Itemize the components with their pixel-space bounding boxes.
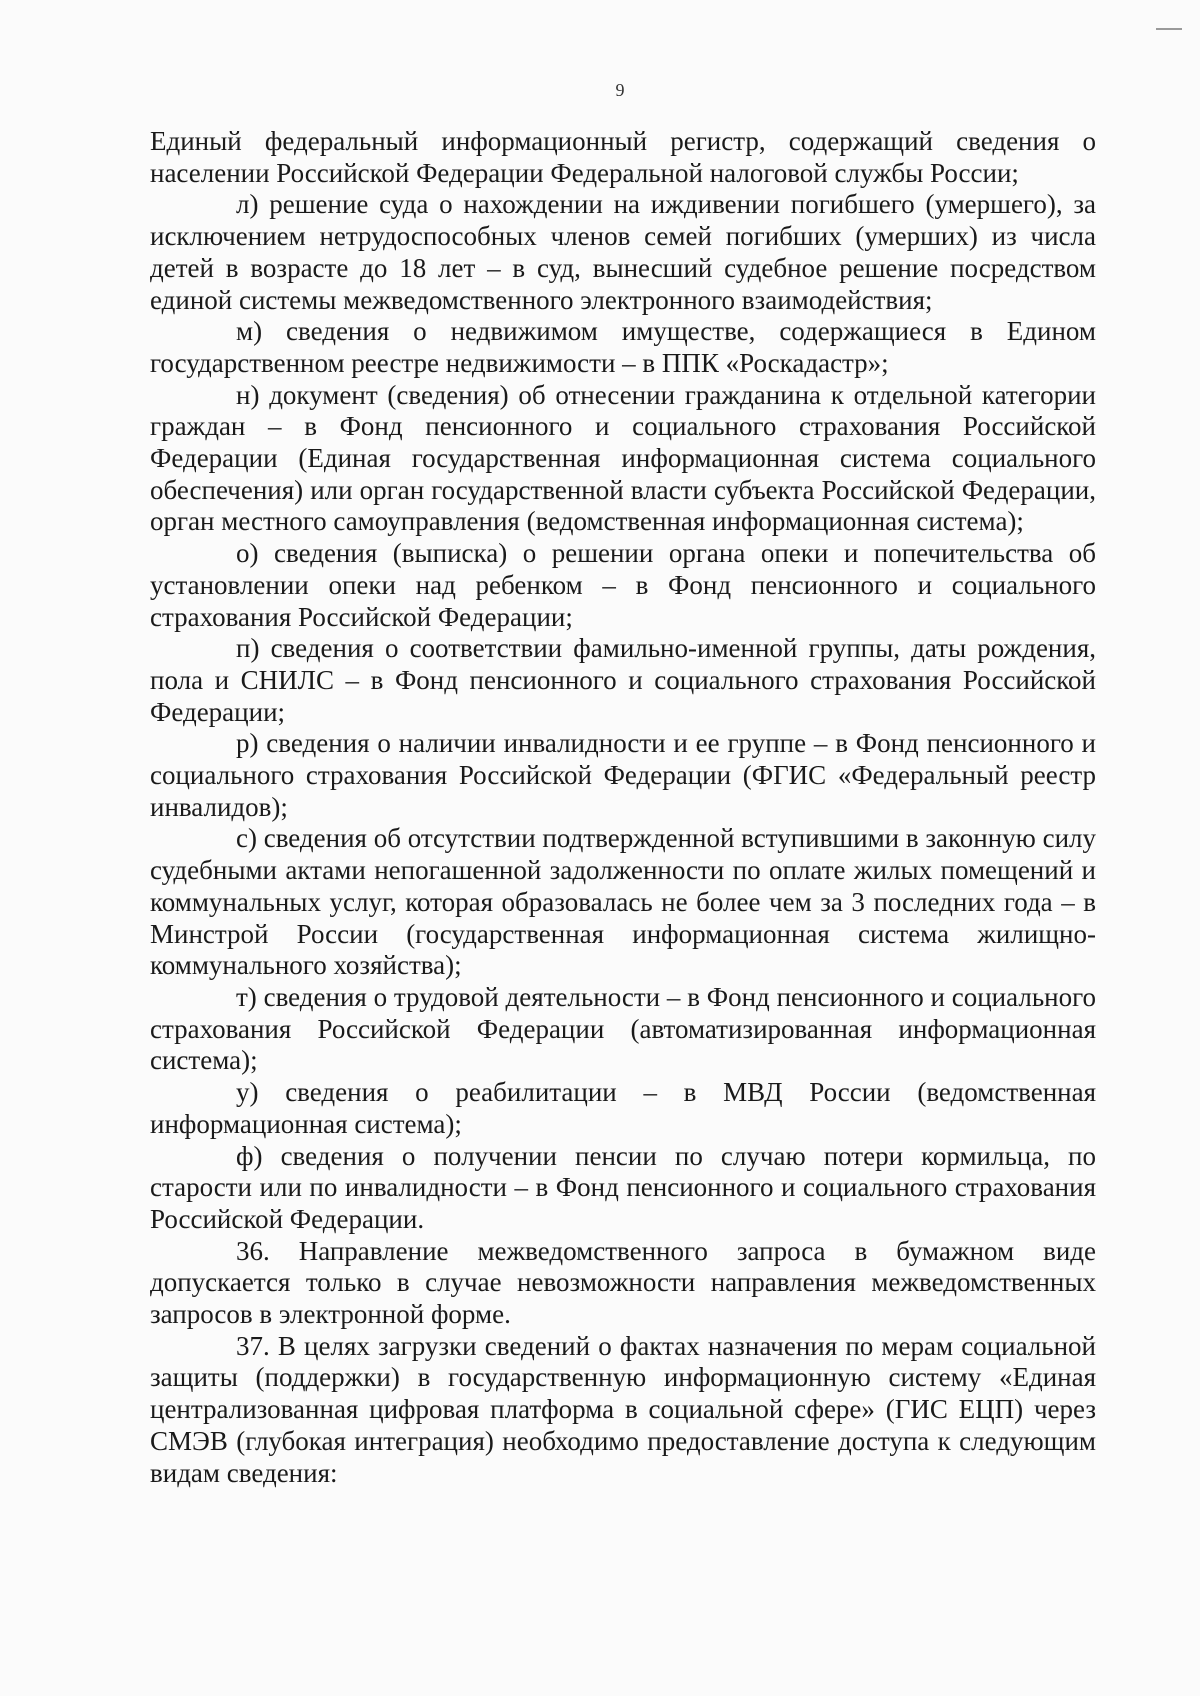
paragraph-36: 36. Направление межведомственного запроса в бумажном виде допускается только в случае невозможности направления межведомственных запросов в электронной форме. [150, 1235, 1096, 1330]
paragraph-item-p: п) сведения о соответствии фамильно-именной группы, даты рождения, пола и СНИЛС – в Фонд пенсионного и социального страхования Российской Федерации; [150, 633, 1096, 727]
paragraph-item-l: л) решение суда о нахождении на иждивении погибшего (умершего), за исключением нетрудоспособных членов семей погибших (умерших) из числа детей в возрасте до 18 лет – в суд, вынесший судебное решение посредством единой системы межведомственного электронного взаимодействия; [150, 189, 1096, 315]
document-body [150, 126, 1096, 1489]
paragraph-item-n: н) документ (сведения) об отнесении гражданина к отдельной категории граждан – в Фонд пенсионного и социального страхования Российской Федерации (Единая государственная информационная система социального обеспечения) или орган государственной власти субъекта Российской Федерации, орган местного самоуправления (ведомственная информационная система); [150, 379, 1096, 537]
paragraph-37: 37. В целях загрузки сведений о фактах назначения по мерам социальной защиты (поддержки) в государственную информационную систему «Единая централизованная цифровая платформа в социальной сфере» (ГИС ЕЦП) через СМЭВ (глубокая интеграция) необходимо предоставление доступа к следующим видам сведения: [150, 1330, 1096, 1488]
paragraph-item-t: т) сведения о трудовой деятельности – в Фонд пенсионного и социального страхования Российской Федерации (автоматизированная информационная система); [150, 981, 1096, 1076]
scan-corner-mark [1156, 28, 1182, 30]
page-number: 9 [615, 80, 625, 100]
paragraph-item-o: о) сведения (выписка) о решении органа опеки и попечительства об установлении опеки над ребенком – в Фонд пенсионного и социального страхования Российской Федерации; [150, 538, 1096, 632]
paragraph-item-u: у) сведения о реабилитации – в МВД России (ведомственная информационная система); [150, 1077, 1096, 1139]
paragraph-item-s: с) сведения об отсутствии подтвержденной вступившими в законную силу судебными актами непогашенной задолженности по оплате жилых помещений и коммунальных услуг, которая образовалась не более чем за 3 последних года – в Минстрой России (государственная информационная система жилищно-коммунального хозяйства); [150, 823, 1096, 981]
paragraph-item-r: р) сведения о наличии инвалидности и ее группе – в Фонд пенсионного и социального страхования Российской Федерации (ФГИС «Федеральный реестр инвалидов); [150, 728, 1096, 822]
paragraph-item-f: ф) сведения о получении пенсии по случаю потери кормильца, по старости или по инвалидности – в Фонд пенсионного и социального страхования Российской Федерации. [150, 1140, 1096, 1234]
paragraph-registry-continuation: Единый федеральный информационный регистр, содержащий сведения о населении Российской Федерации Федеральной налоговой службы России; [150, 126, 1096, 188]
paragraph-item-m: м) сведения о недвижимом имуществе, содержащиеся в Едином государственном реестре недвижимости – в ППК «Роскадастр»; [150, 316, 1096, 378]
